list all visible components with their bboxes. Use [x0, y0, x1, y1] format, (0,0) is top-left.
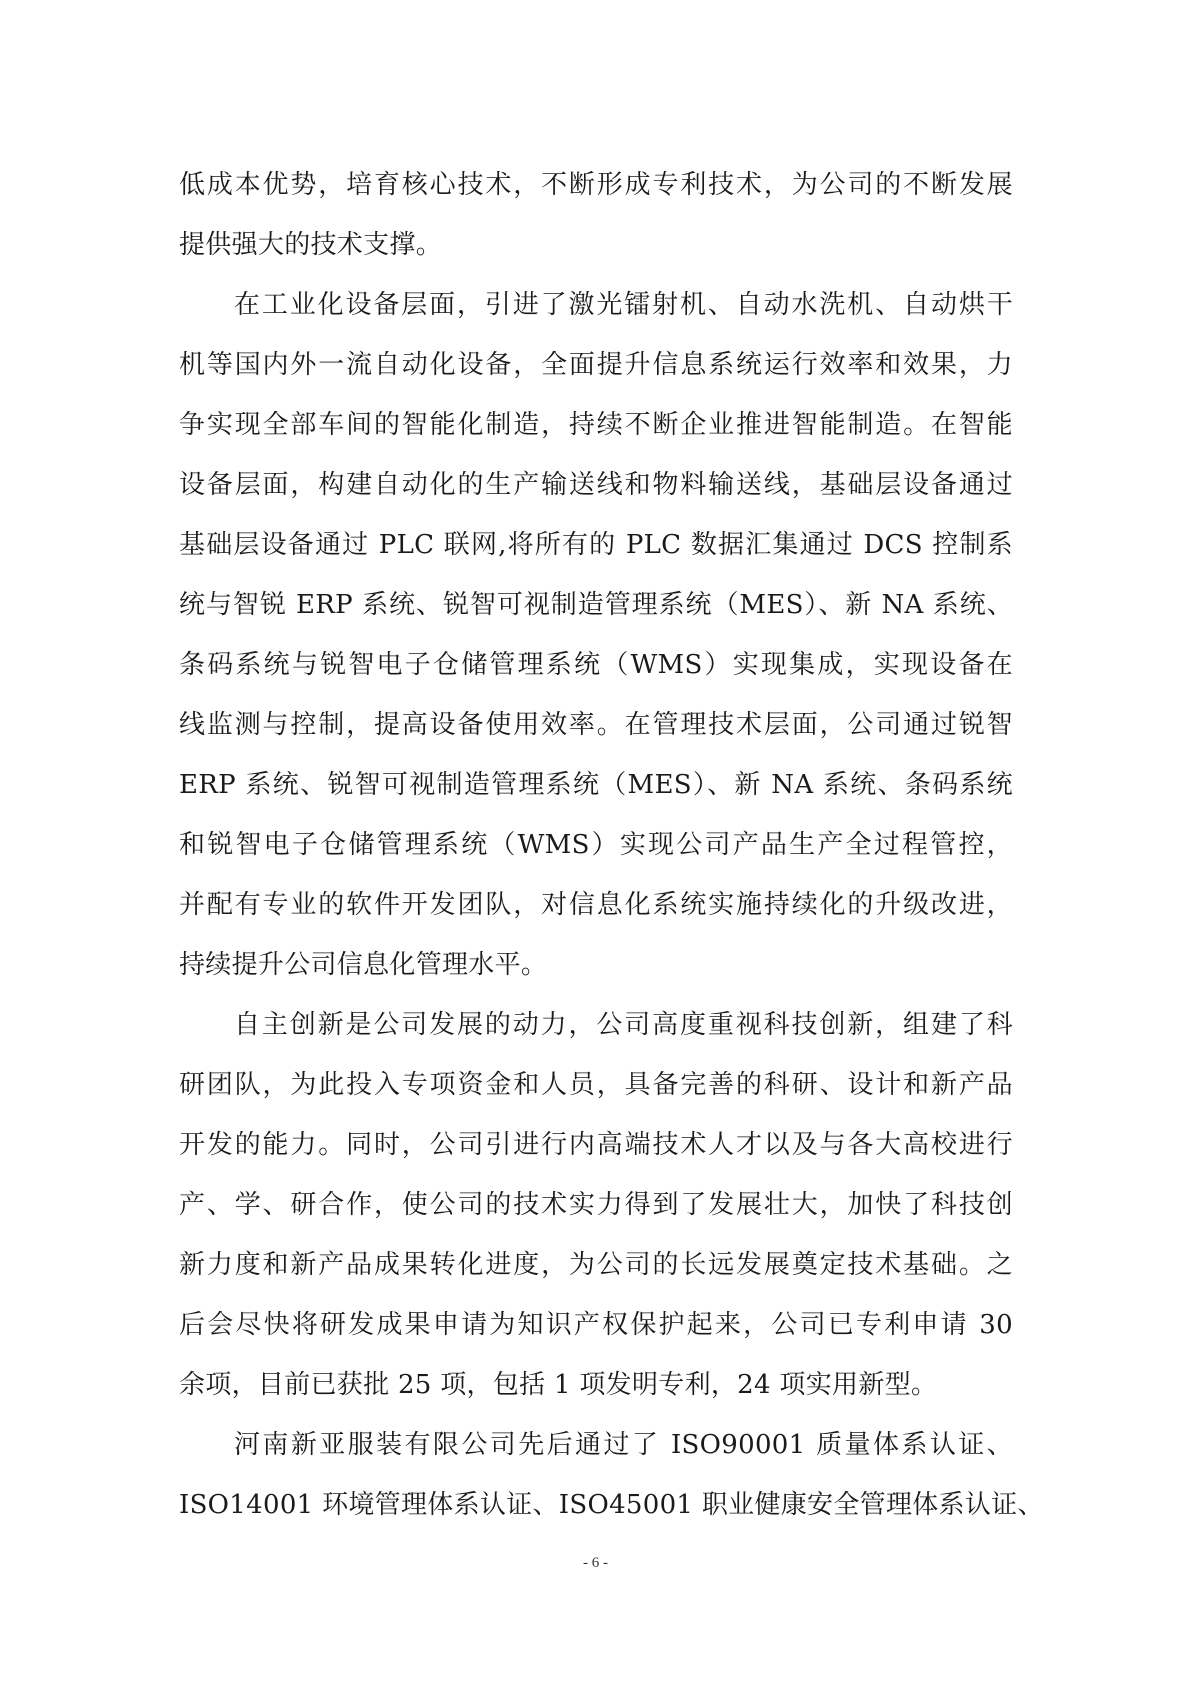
text-line: 产、学、研合作，使公司的技术实力得到了发展壮大，加快了科技创 — [179, 1190, 1013, 1220]
page-number: - 6 - — [583, 1555, 608, 1571]
body-text — [179, 155, 1044, 1535]
text-line: 后会尽快将研发成果申请为知识产权保护起来，公司已专利申请 30 — [179, 1310, 1013, 1340]
text-line: 基础层设备通过 PLC 联网,将所有的 PLC 数据汇集通过 DCS 控制系 — [179, 530, 1013, 560]
text-line: 并配有专业的软件开发团队，对信息化系统实施持续化的升级改进， — [179, 890, 1013, 920]
text-line: 在工业化设备层面，引进了激光镭射机、自动水洗机、自动烘干 — [234, 290, 1013, 320]
text-line: ERP 系统、锐智可视制造管理系统（MES）、新 NA 系统、条码系统 — [179, 770, 1013, 800]
text-line: 线监测与控制，提高设备使用效率。在管理技术层面，公司通过锐智 — [179, 710, 1013, 740]
text-line: 设备层面，构建自动化的生产输送线和物料输送线，基础层设备通过 — [179, 470, 1013, 500]
text-line: ISO14001 环境管理体系认证、ISO45001 职业健康安全管理体系认证、 — [179, 1490, 1044, 1520]
text-line: 争实现全部车间的智能化制造，持续不断企业推进智能制造。在智能 — [179, 410, 1013, 440]
text-line: 和锐智电子仓储管理系统（WMS）实现公司产品生产全过程管控， — [179, 830, 1013, 860]
text-line: 余项，目前已获批 25 项，包括 1 项发明专利，24 项实用新型。 — [179, 1370, 938, 1400]
text-line: 统与智锐 ERP 系统、锐智可视制造管理系统（MES）、新 NA 系统、 — [179, 590, 1013, 620]
text-line: 条码系统与锐智电子仓储管理系统（WMS）实现集成，实现设备在 — [179, 650, 1013, 680]
text-line: 开发的能力。同时，公司引进行内高端技术人才以及与各大高校进行 — [179, 1130, 1013, 1160]
paragraph — [179, 155, 1013, 275]
text-line: 提供强大的技术支撑。 — [179, 230, 443, 260]
text-line: 河南新亚服装有限公司先后通过了 ISO90001 质量体系认证、 — [234, 1430, 1013, 1460]
text-line: 持续提升公司信息化管理水平。 — [179, 950, 548, 980]
text-line: 新力度和新产品成果转化进度，为公司的长远发展奠定技术基础。之 — [179, 1250, 1013, 1280]
text-line: 机等国内外一流自动化设备，全面提升信息系统运行效率和效果，力 — [179, 350, 1013, 380]
paragraph — [179, 275, 1013, 995]
text-line: 研团队，为此投入专项资金和人员，具备完善的科研、设计和新产品 — [179, 1070, 1013, 1100]
text-line: 低成本优势，培育核心技术，不断形成专利技术，为公司的不断发展 — [179, 170, 1013, 200]
paragraph — [179, 995, 1013, 1415]
text-line: 自主创新是公司发展的动力，公司高度重视科技创新，组建了科 — [234, 1010, 1013, 1040]
paragraph — [179, 1415, 1044, 1535]
